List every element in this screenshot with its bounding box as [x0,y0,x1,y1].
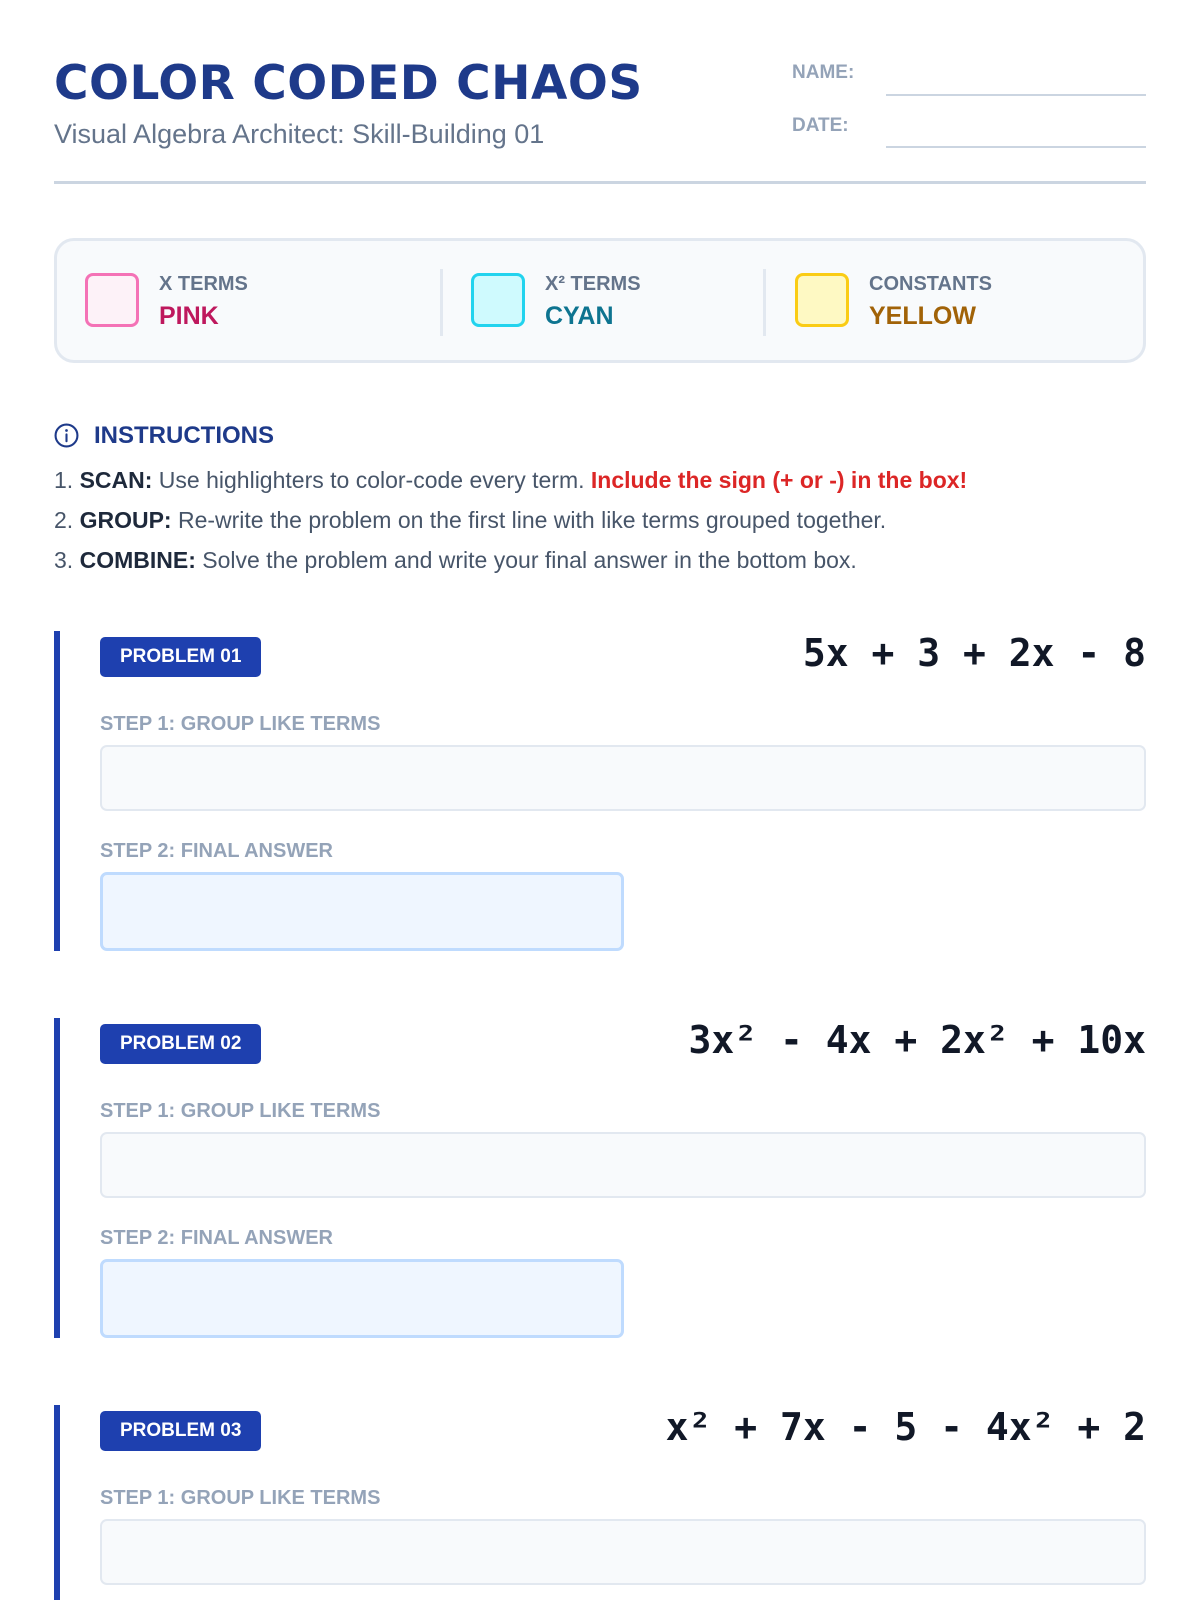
final-answer-field[interactable] [100,1259,624,1338]
legend-color-name: YELLOW [869,302,976,330]
group-terms-field[interactable] [100,745,1146,811]
problem-expression: x² + 7x - 5 - 4x² + 2 [665,1405,1146,1449]
step-text: Re-write the problem on the first line with like terms grouped together. [171,507,887,533]
worksheet-header [54,54,1146,184]
step-keyword: GROUP: [79,507,172,533]
yellow-swatch [795,273,849,327]
cyan-swatch [471,273,525,327]
legend-label: X TERMS [159,273,248,295]
date-field[interactable] [886,146,1146,148]
legend-color-name: PINK [159,302,219,330]
legend-divider [763,269,766,336]
page-title: COLOR CODED CHAOS [54,56,643,111]
instruction-step-3 [54,547,857,574]
step-warning: Include the sign (+ or -) in the box! [590,467,968,493]
step-text: Use highlighters to color-code every term. [152,467,591,493]
step-number: 1. [54,467,74,493]
problem-card-03 [54,1405,1146,1600]
final-answer-field[interactable] [100,872,624,951]
step1-label: STEP 1: GROUP LIKE TERMS [100,1100,381,1122]
step-number: 2. [54,507,74,533]
instruction-step-2 [54,507,886,534]
legend-divider [440,269,443,336]
legend-label: CONSTANTS [869,273,992,295]
date-label: DATE: [792,115,849,136]
problem-expression: 5x + 3 + 2x - 8 [802,631,1146,675]
step1-label: STEP 1: GROUP LIKE TERMS [100,1487,381,1509]
legend-color-name: CYAN [545,302,614,330]
color-legend [54,238,1146,363]
instructions-title: INSTRUCTIONS [94,422,274,449]
info-icon [54,423,79,448]
group-terms-field[interactable] [100,1519,1146,1585]
problem-badge: PROBLEM 01 [100,637,261,677]
step-keyword: SCAN: [79,467,153,493]
problem-badge: PROBLEM 03 [100,1411,261,1451]
problem-badge: PROBLEM 02 [100,1024,261,1064]
problem-expression: 3x² - 4x + 2x² + 10x [688,1018,1146,1062]
name-label: NAME: [792,62,855,83]
step2-label: STEP 2: FINAL ANSWER [100,840,333,862]
legend-label: X² TERMS [545,273,641,295]
page-subtitle: Visual Algebra Architect: Skill-Building 01 [54,119,545,149]
step2-label: STEP 2: FINAL ANSWER [100,1227,333,1249]
group-terms-field[interactable] [100,1132,1146,1198]
step-text: Solve the problem and write your final answer in the bottom box. [195,547,857,573]
instruction-step-1 [54,467,967,494]
problem-card-02 [54,1018,1146,1338]
step-keyword: COMBINE: [79,547,196,573]
name-field[interactable] [886,94,1146,96]
step1-label: STEP 1: GROUP LIKE TERMS [100,713,381,735]
step-number: 3. [54,547,74,573]
problem-card-01 [54,631,1146,951]
pink-swatch [85,273,139,327]
